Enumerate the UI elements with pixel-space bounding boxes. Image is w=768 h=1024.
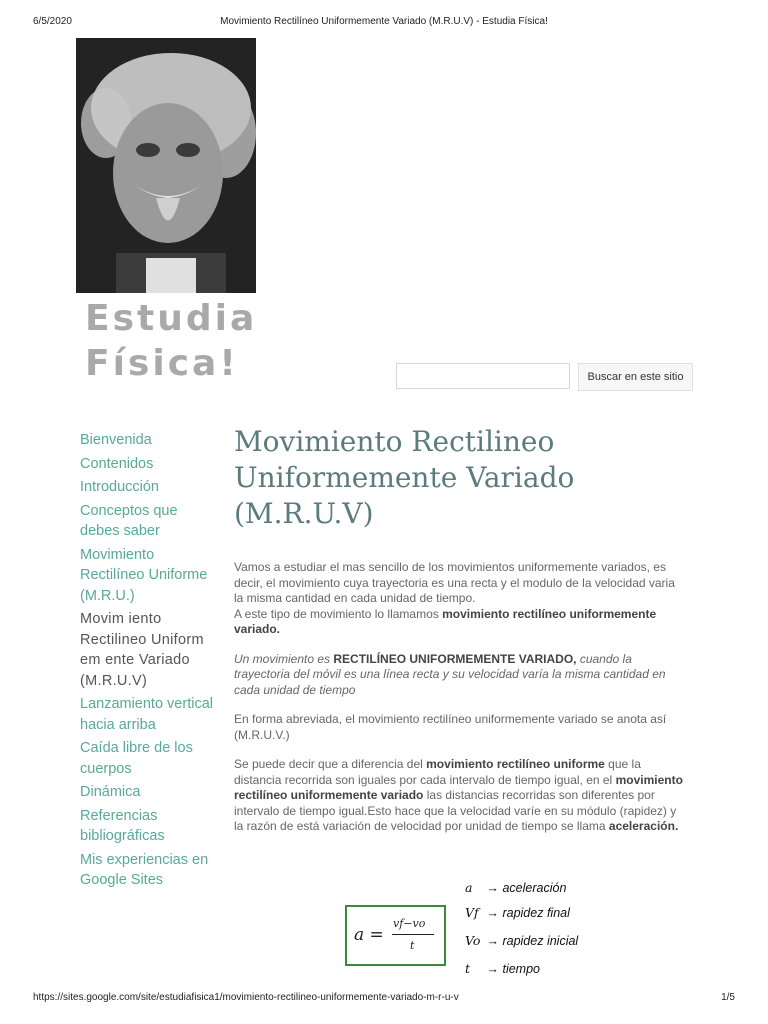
legend-row <box>465 961 540 976</box>
legend-symbol: Vf <box>465 905 479 920</box>
sidebar-nav <box>80 430 220 894</box>
legend-label: aceleración <box>502 881 567 895</box>
sidebar-item-mruv[interactable]: Movim iento Rectilineo Uniform em ente Variado (M.R.U.V) <box>80 611 204 689</box>
definition-italic-pre: Un movimiento es <box>234 651 334 666</box>
print-url: https://sites.google.com/site/estudiafisica1/movimiento-rectilineo-uniformemente-variado-m-r-u-v <box>33 992 459 1003</box>
intro-paragraph <box>234 560 684 638</box>
formula-lhs: a = <box>354 925 384 945</box>
abbreviation-paragraph: En forma abreviada, el movimiento rectilíneo uniformemente variado se anota así (M.R.U.V.) <box>234 712 667 742</box>
comparison-text-3: las distancias recorridas son diferentes por intervalo de tiempo igual.Esto hace que la velocidad varíe en su módulo (rapidez) y la razón de está variación de velocidad por unidad de tiempo se llama <box>234 788 677 833</box>
main-content <box>234 424 684 849</box>
sidebar-item-experiencias[interactable]: Mis experiencias en Google Sites <box>80 851 209 888</box>
intro-text: Vamos a estudiar el mas sencillo de los movimientos uniformemente variados, es decir, el movimiento cuya trayectoria es una recta y el modulo de la velocidad varia la misma cantidad en cada unidad de tiempo. <box>234 560 675 605</box>
definition-bold: RECTILÍNEO UNIFORMEMENTE VARIADO, <box>333 651 577 666</box>
legend-label: tiempo <box>502 962 540 976</box>
arrow-icon: → <box>486 934 499 948</box>
sidebar-item-bienvenida[interactable]: Bienvenida <box>80 432 152 448</box>
print-header <box>0 16 768 30</box>
acceleration-formula <box>345 905 446 966</box>
legend-symbol: Vo <box>465 933 481 948</box>
sidebar-item-conceptos[interactable]: Conceptos que debes saber <box>80 502 178 539</box>
fraction-bar <box>392 934 434 935</box>
site-title[interactable] <box>85 296 345 386</box>
comparison-paragraph <box>234 757 684 835</box>
site-title-line2: Física! <box>85 343 239 384</box>
sidebar-item-dinamica[interactable]: Dinámica <box>80 784 141 800</box>
site-header-photo <box>76 38 256 293</box>
arrow-icon: → <box>486 881 499 895</box>
sidebar-item-introduccion[interactable]: Introducción <box>80 479 159 495</box>
arrow-icon: → <box>486 906 499 920</box>
definition-italic-post: cuando la trayectoria del móvil es una línea recta y su velocidad varía la misma cantidad en cada unidad de tiempo <box>234 651 666 697</box>
comparison-bold-1: movimiento rectilíneo uniforme <box>426 757 605 771</box>
intro-line2-bold: movimiento rectilíneo uniformemente variado. <box>234 606 657 636</box>
sidebar-item-caida-libre[interactable]: Caída libre de los cuerpos <box>80 740 193 777</box>
print-doc-title: Movimiento Rectilíneo Uniformemente Variado (M.R.U.V) - Estudia Física! <box>220 16 548 27</box>
legend-label: rapidez inicial <box>502 934 579 948</box>
sidebar-item-lanzamiento[interactable]: Lanzamiento vertical hacia arriba <box>80 696 213 733</box>
comparison-bold-3: aceleración. <box>608 819 679 833</box>
legend-row <box>465 880 566 895</box>
print-footer <box>0 992 768 1006</box>
legend-label: rapidez final <box>502 906 570 920</box>
formula-denominator: t <box>410 939 415 952</box>
comparison-text-1: Se puede decir que a diferencia del <box>234 757 427 771</box>
legend-symbol: a <box>465 880 473 895</box>
legend-row <box>465 933 578 948</box>
portrait-image <box>76 38 256 293</box>
page-title: Movimiento Rectilineo Uniformemente Variado (M.R.U.V) <box>234 425 575 530</box>
site-title-line1: Estudia <box>85 298 258 339</box>
intro-line2-text: A este tipo de movimiento lo llamamos <box>234 606 443 621</box>
comparison-text-2: que la distancia recorrida son iguales por cada intervalo de tiempo igual, en el <box>234 757 641 787</box>
comparison-bold-2: movimiento rectilíneo uniformemente variado <box>234 772 683 802</box>
sidebar-item-referencias[interactable]: Referencias bibliográficas <box>80 807 165 844</box>
sidebar-item-contenidos[interactable]: Contenidos <box>80 455 154 472</box>
legend-symbol: t <box>465 961 471 976</box>
print-date: 6/5/2020 <box>33 16 72 27</box>
search-button[interactable]: Buscar en este sitio <box>578 363 693 391</box>
arrow-icon: → <box>486 962 499 976</box>
print-page-number: 1/5 <box>721 992 735 1003</box>
search-input[interactable] <box>396 363 570 389</box>
definition-paragraph <box>234 652 684 699</box>
sidebar-item-mru[interactable]: Movimiento Rectilíneo Uniforme (M.R.U.) <box>80 546 208 604</box>
legend-row <box>465 905 570 920</box>
formula-numerator: vf−vo <box>393 917 426 930</box>
